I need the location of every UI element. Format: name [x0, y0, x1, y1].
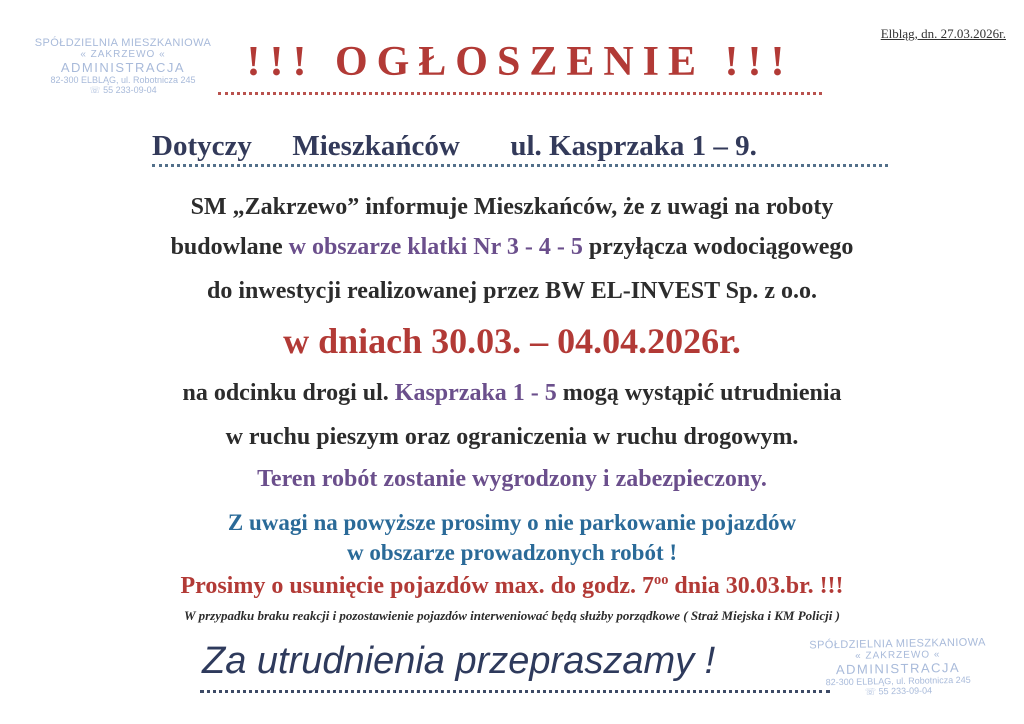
- body-text: budowlane: [170, 234, 289, 260]
- stamp-line: ADMINISTRACJA: [60, 59, 186, 75]
- body-line-6: w ruchu pieszym oraz ograniczenia w ruchu drogowym.: [225, 424, 799, 450]
- body-text: przyłącza wodociągowego: [582, 234, 854, 260]
- subject-part: Mieszkańców: [292, 130, 460, 162]
- organization-stamp-bottom: [800, 636, 997, 698]
- closing-underline: [200, 690, 830, 693]
- stamp-line: 82-300 ELBLĄG, ul. Robotnicza 245: [50, 75, 196, 86]
- announcement-heading: !!! OGŁOSZENIE !!!: [246, 39, 794, 85]
- stamp-line: SPÓŁDZIELNIA MIESZKANIOWA: [809, 636, 986, 652]
- body-line-1: SM „Zakrzewo” informuje Mieszkańców, że z uwagi na roboty: [190, 194, 834, 220]
- stamp-line: « ZAKRZEWO «: [855, 649, 941, 663]
- subject-part: ul. Kasprzaka 1 – 9.: [510, 130, 757, 162]
- body-line-11: W przypadku braku reakcji i pozostawienie pojazdów interweniować będą służby porządkowe ( Straż Miejska i KM Policji ): [184, 608, 840, 623]
- body-superscript: oo: [654, 572, 669, 588]
- subject-underline: [152, 164, 888, 167]
- body-text: dnia 30.03.br. !!!: [668, 573, 844, 599]
- document-date: Elbląg, dn. 27.03.2026r.: [880, 26, 1006, 41]
- stamp-line: 82-300 ELBLĄG, ul. Robotnicza 245: [825, 674, 971, 688]
- body-highlight: Kasprzaka 1 - 5: [394, 380, 557, 406]
- body-line-7: Teren robót zostanie wygrodzony i zabezpieczony.: [257, 466, 767, 492]
- body-line-5: [0, 380, 1024, 407]
- body-line-3: do inwestycji realizowanej przez BW EL-INVEST Sp. z o.o.: [207, 278, 817, 304]
- body-text: na odcinku drogi ul.: [182, 380, 395, 406]
- stamp-line: SPÓŁDZIELNIA MIESZKANIOWA: [34, 37, 212, 49]
- body-line-2: [0, 234, 1024, 261]
- stamp-line: ADMINISTRACJA: [835, 659, 961, 677]
- body-line-9: w obszarze prowadzonych robót !: [346, 540, 678, 565]
- subject-part: Dotyczy: [152, 130, 252, 162]
- body-line-10: [0, 572, 1024, 600]
- stamp-line: ☏ 55 233-09-04: [89, 85, 157, 96]
- stamp-line: ☏ 55 233-09-04: [864, 685, 933, 697]
- subject-line: [152, 130, 892, 163]
- body-text: mogą wystąpić utrudnienia: [556, 380, 842, 406]
- stamp-line: « ZAKRZEWO «: [80, 49, 166, 61]
- closing-apology: Za utrudnienia przepraszamy !: [202, 640, 716, 682]
- organization-stamp-top: [30, 37, 216, 95]
- date-range: w dniach 30.03. – 04.04.2026r.: [283, 321, 741, 361]
- body-text: Prosimy o usunięcie pojazdów max. do godz. 7: [180, 573, 655, 599]
- body-line-8: Z uwagi na powyższe prosimy o nie parkowanie pojazdów: [227, 510, 797, 535]
- heading-underline: [218, 92, 822, 95]
- body-highlight: w obszarze klatki Nr 3 - 4 - 5: [288, 234, 583, 260]
